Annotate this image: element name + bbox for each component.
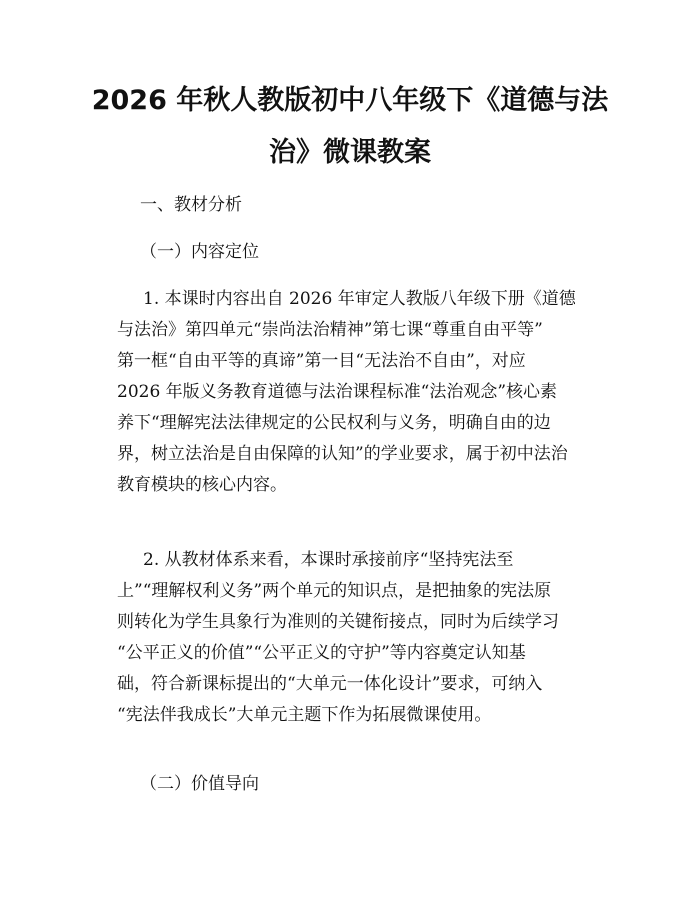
paragraph-2-line: “公平正义的价值”“公平正义的守护”等内容奠定认知基 <box>117 643 526 663</box>
document-title-line-2: 治》微课教案 <box>269 137 431 168</box>
document-title-line-1: 2026 年秋人教版初中八年级下《道德与法 <box>91 85 609 116</box>
subsection-heading-value-orientation: （二）价值导向 <box>140 774 259 794</box>
paragraph-2-line: 2. 从教材体系来看，本课时承接前序“坚持宪法至 <box>143 550 514 570</box>
paragraph-1-line: 第一框“自由平等的真谛”第一目“无法治不自由”，对应 <box>117 351 526 371</box>
subsection-heading-content-positioning: （一）内容定位 <box>140 242 259 262</box>
paragraph-1-line: 与法治》第四单元“崇尚法治精神”第七课“尊重自由平等” <box>117 320 543 340</box>
paragraph-1-line: 1. 本课时内容出自 2026 年审定人教版八年级下册《道德 <box>143 289 576 309</box>
paragraph-2-line: 则转化为学生具象行为准则的关键衔接点，同时为后续学习 <box>117 612 559 632</box>
paragraph-1 <box>117 284 587 501</box>
paragraph-1-line: 2026 年版义务教育道德与法治课程标准“法治观念”核心素 <box>117 382 558 402</box>
section-heading-teaching-material-analysis: 一、教材分析 <box>140 195 242 215</box>
paragraph-2-line: “宪法伴我成长”大单元主题下作为拓展微课使用。 <box>117 705 492 725</box>
paragraph-1-line: 养下“理解宪法法律规定的公民权利与义务，明确自由的边 <box>117 413 551 433</box>
paragraph-1-line: 教育模块的核心内容。 <box>117 475 287 495</box>
paragraph-2-line: 上”“理解权利义务”两个单元的知识点，是把抽象的宪法原 <box>117 581 552 601</box>
paragraph-2-line: 础，符合新课标提出的“大单元一体化设计”要求，可纳入 <box>117 674 543 694</box>
paragraph-1-line: 界，树立法治是自由保障的认知”的学业要求，属于初中法治 <box>117 444 568 464</box>
paragraph-2 <box>117 545 587 731</box>
